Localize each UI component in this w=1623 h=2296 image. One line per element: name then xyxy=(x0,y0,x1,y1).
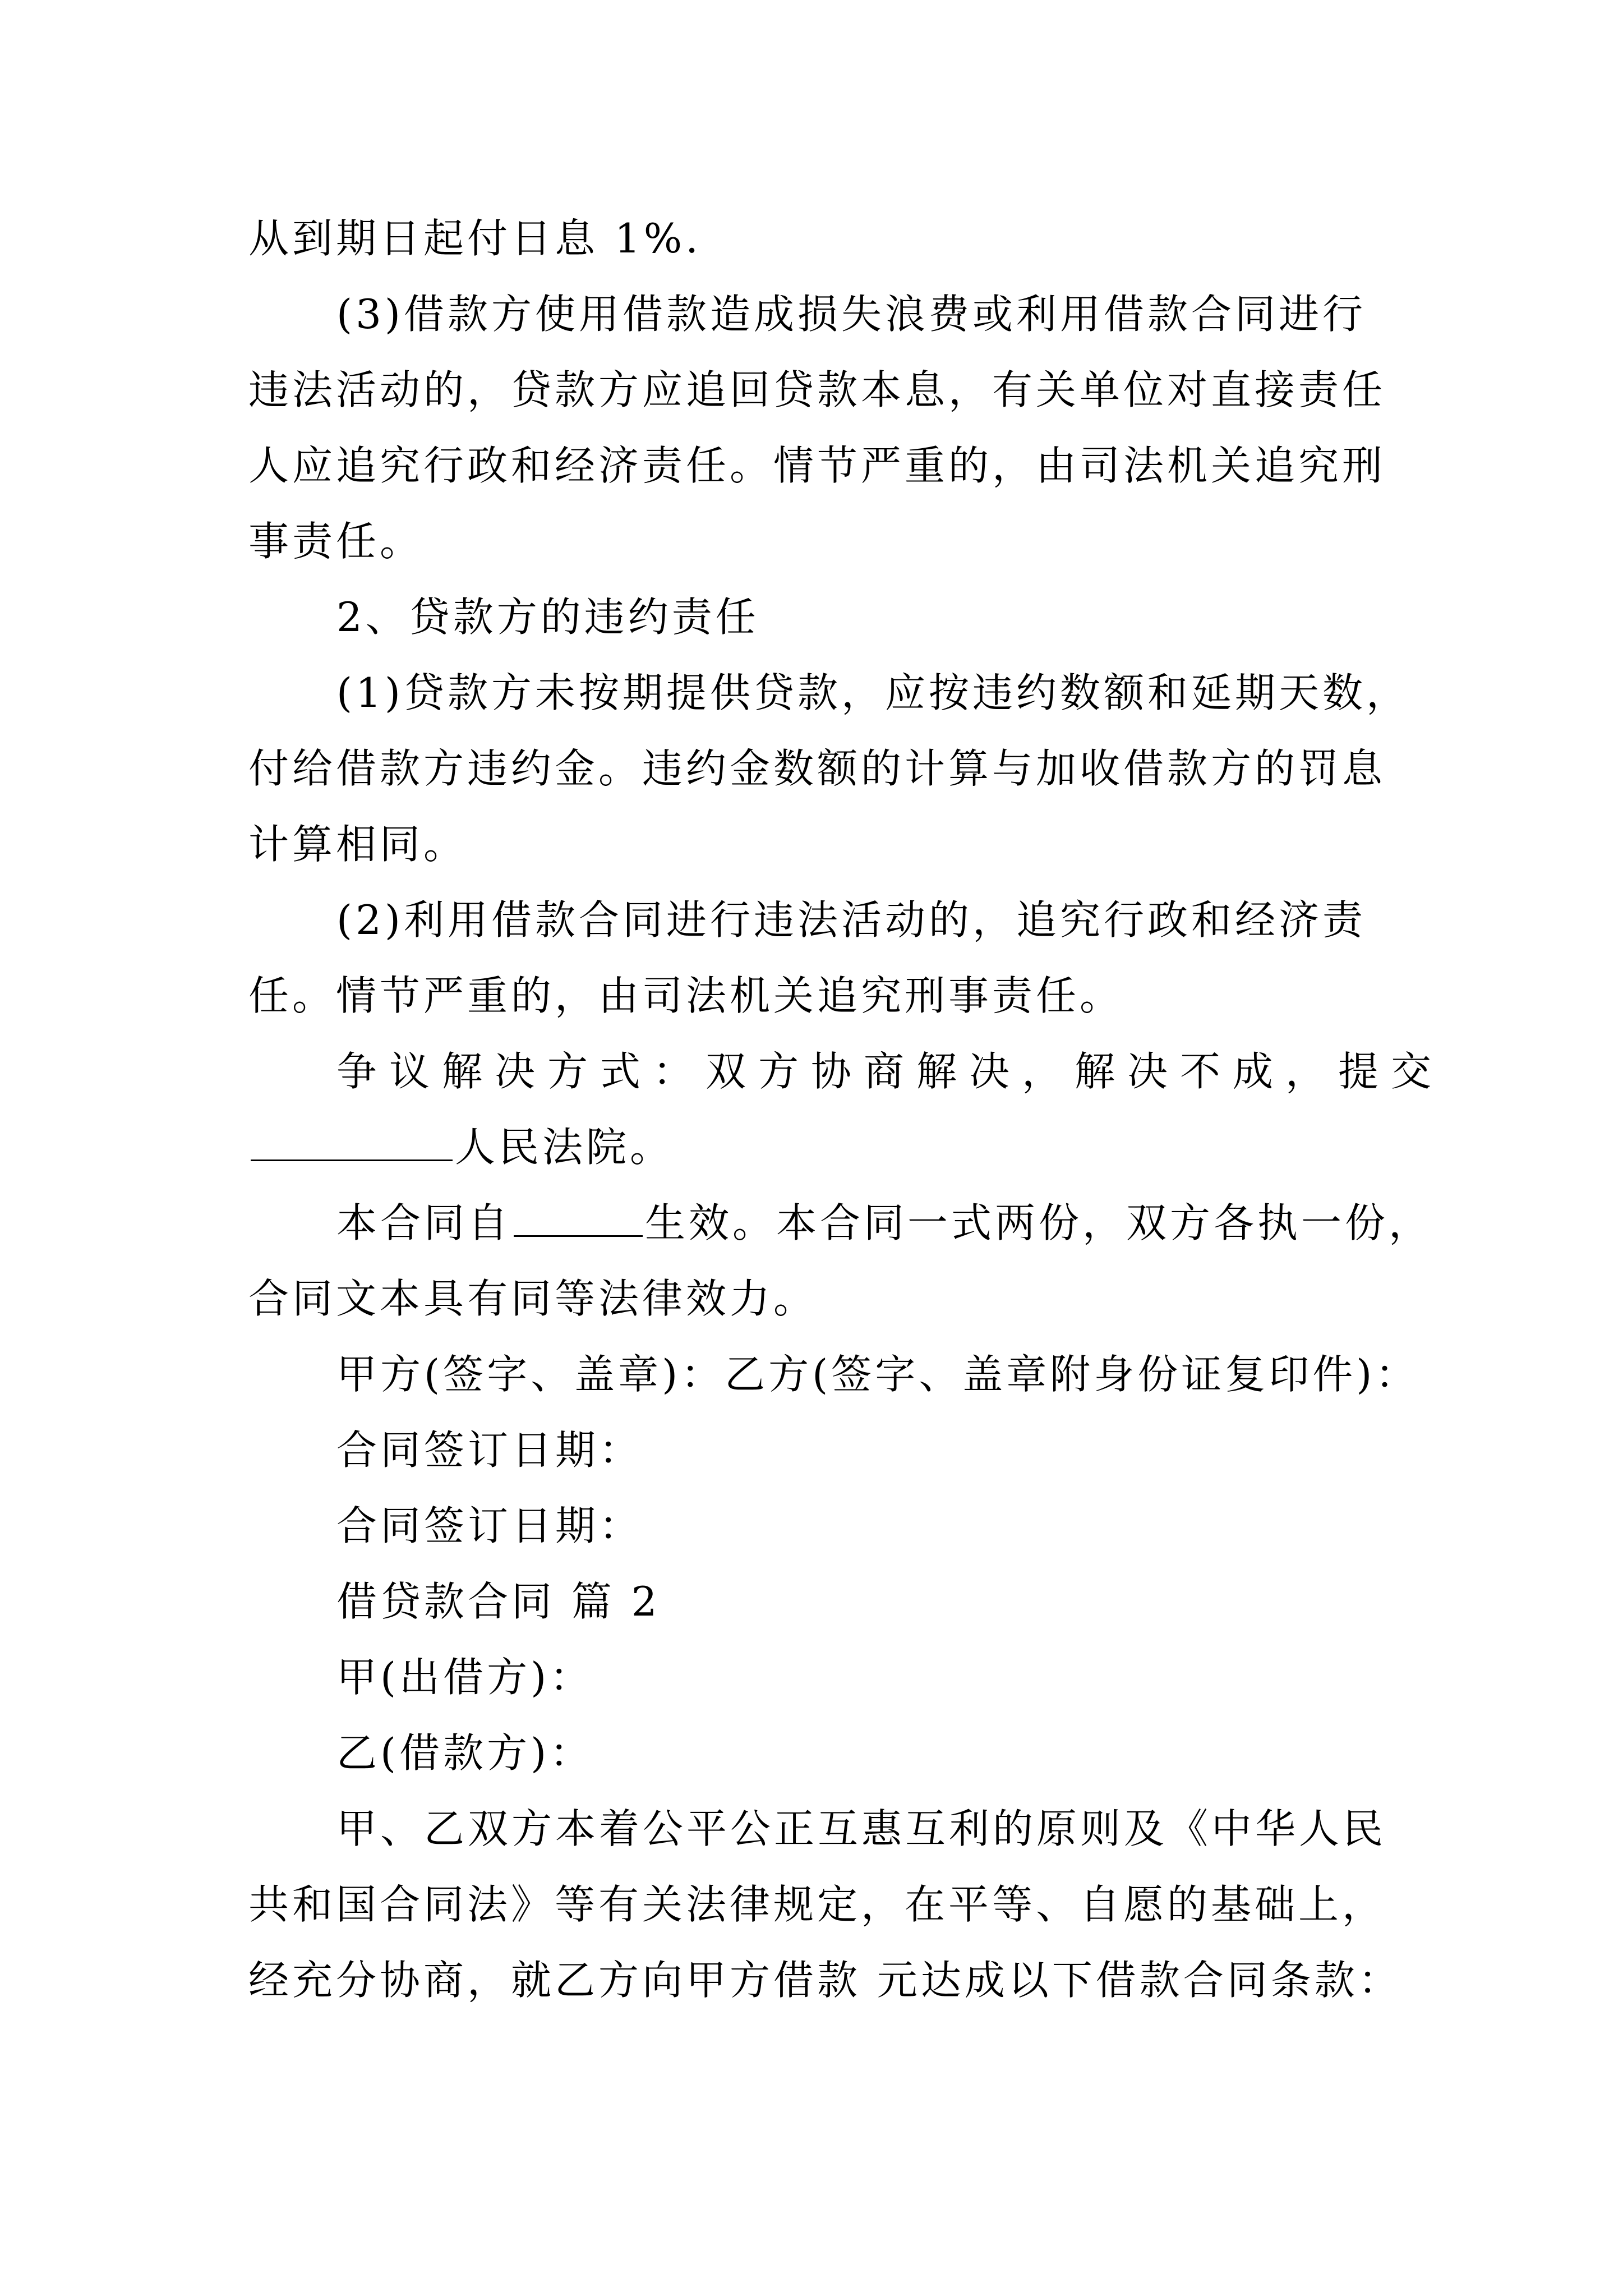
court-line xyxy=(248,1119,674,1175)
text-fragment: 人民法院。 xyxy=(455,1124,674,1171)
text-line: 共和国合同法》等有关法律规定，在平等、自愿的基础上， xyxy=(248,1881,1386,1928)
text-line: 2、贷款方的违约责任 xyxy=(336,593,759,641)
lender-line: 甲(出借方)： xyxy=(336,1654,594,1701)
section-heading: 借贷款合同 篇 2 xyxy=(336,1578,661,1625)
text-line: 从到期日起付日息 1%. xyxy=(248,215,702,262)
text-line: 付给借款方违约金。违约金数额的计算与加收借款方的罚息 xyxy=(248,745,1386,792)
text-line: 经充分协商，就乙方向甲方借款 元达成以下借款合同条款： xyxy=(248,1957,1402,2004)
text-line: (3)借款方使用借款造成损失浪费或利用借款合同进行 xyxy=(336,291,1366,338)
blank-field xyxy=(251,1120,453,1161)
text-fragment: 生效。本合同一式两份，双方各执一份， xyxy=(645,1199,1433,1246)
signature-line: 甲方(签字、盖章)：乙方(签字、盖章附身份证复印件)： xyxy=(336,1351,1419,1398)
text-line: 争议解决方式：双方协商解决，解决不成，提交 xyxy=(336,1048,1444,1095)
text-line: 合同文本具有同等法律效力。 xyxy=(248,1275,818,1322)
text-fragment: 本合同自 xyxy=(336,1199,512,1246)
blank-field xyxy=(514,1196,643,1237)
text-line: 违法活动的，贷款方应追回贷款本息，有关单位对直接责任 xyxy=(248,366,1386,413)
text-line: (1)贷款方未按期提供贷款，应按违约数额和延期天数， xyxy=(336,669,1410,716)
signing-date-line: 合同签订日期： xyxy=(336,1427,643,1474)
effective-line xyxy=(336,1195,1432,1251)
borrower-line: 乙(借款方)： xyxy=(336,1729,594,1777)
text-line: 人应追究行政和经济责任。情节严重的，由司法机关追究刑 xyxy=(248,442,1386,489)
text-line: 任。情节严重的，由司法机关追究刑事责任。 xyxy=(248,972,1124,1019)
text-line: 计算相同。 xyxy=(248,821,468,868)
text-line: (2)利用借款合同进行违法活动的，追究行政和经济责 xyxy=(336,896,1366,944)
signing-date-line: 合同签订日期： xyxy=(336,1502,643,1549)
text-line: 甲、乙双方本着公平公正互惠互利的原则及《中华人民 xyxy=(336,1805,1387,1852)
text-line: 事责任。 xyxy=(248,518,424,565)
